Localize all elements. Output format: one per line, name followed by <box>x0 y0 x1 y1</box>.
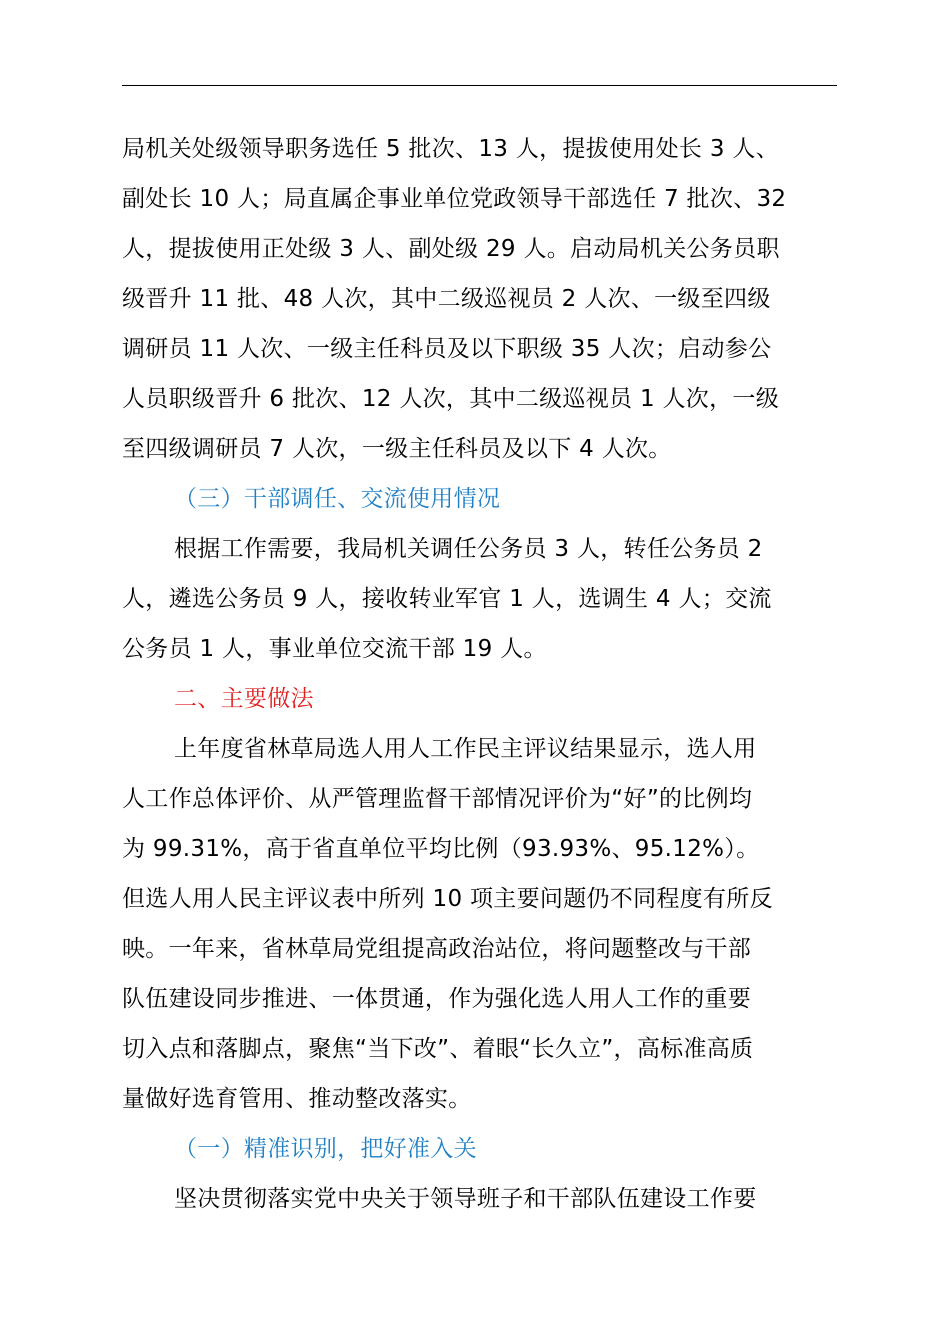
body-line: 队伍建设同步推进、一体贯通，作为强化选人用人工作的重要 <box>122 986 752 1012</box>
body-line: 人工作总体评价、从严管理监督干部情况评价为“好”的比例均 <box>122 786 753 812</box>
body-line: 为 99.31%，高于省直单位平均比例（93.93%、95.12%）。 <box>122 836 760 862</box>
document-body <box>122 124 838 1224</box>
body-line: 副处长 10 人；局直属企事业单位党政领导干部选任 7 批次、32 <box>122 186 787 212</box>
body-line: 局机关处级领导职务选任 5 批次、13 人，提拔使用处长 3 人、 <box>122 136 779 162</box>
header-rule <box>122 85 837 86</box>
paragraph-first-line: 根据工作需要，我局机关调任公务员 3 人，转任公务员 2 <box>174 536 763 562</box>
section-heading: 二、主要做法 <box>174 686 314 712</box>
paragraph-first-line: 上年度省林草局选人用人工作民主评议结果显示，选人用 <box>174 736 757 762</box>
body-line: 人，提拔使用正处级 3 人、副处级 29 人。启动局机关公务员职 <box>122 236 780 262</box>
body-line: 至四级调研员 7 人次，一级主任科员及以下 4 人次。 <box>122 436 672 462</box>
body-line: 级晋升 11 批、48 人次，其中二级巡视员 2 人次、一级至四级 <box>122 286 771 312</box>
body-line: 人，遴选公务员 9 人，接收转业军官 1 人，选调生 4 人；交流 <box>122 586 772 612</box>
body-line: 映。一年来，省林草局党组提高政治站位，将问题整改与干部 <box>122 936 752 962</box>
body-line: 人员职级晋升 6 批次、12 人次，其中二级巡视员 1 人次，一级 <box>122 386 779 412</box>
paragraph-first-line: 坚决贯彻落实党中央关于领导班子和干部队伍建设工作要 <box>174 1186 757 1212</box>
body-line: 公务员 1 人，事业单位交流干部 19 人。 <box>122 636 547 662</box>
section-subheading: （三）干部调任、交流使用情况 <box>174 486 501 512</box>
body-line: 量做好选育管用、推动整改落实。 <box>122 1086 472 1112</box>
section-subheading: （一）精准识别，把好准入关 <box>174 1136 477 1162</box>
body-line: 但选人用人民主评议表中所列 10 项主要问题仍不同程度有所反 <box>122 886 773 912</box>
body-line: 切入点和落脚点，聚焦“当下改”、着眼“长久立”，高标准高质 <box>122 1036 754 1062</box>
body-line: 调研员 11 人次、一级主任科员及以下职级 35 人次；启动参公 <box>122 336 772 362</box>
